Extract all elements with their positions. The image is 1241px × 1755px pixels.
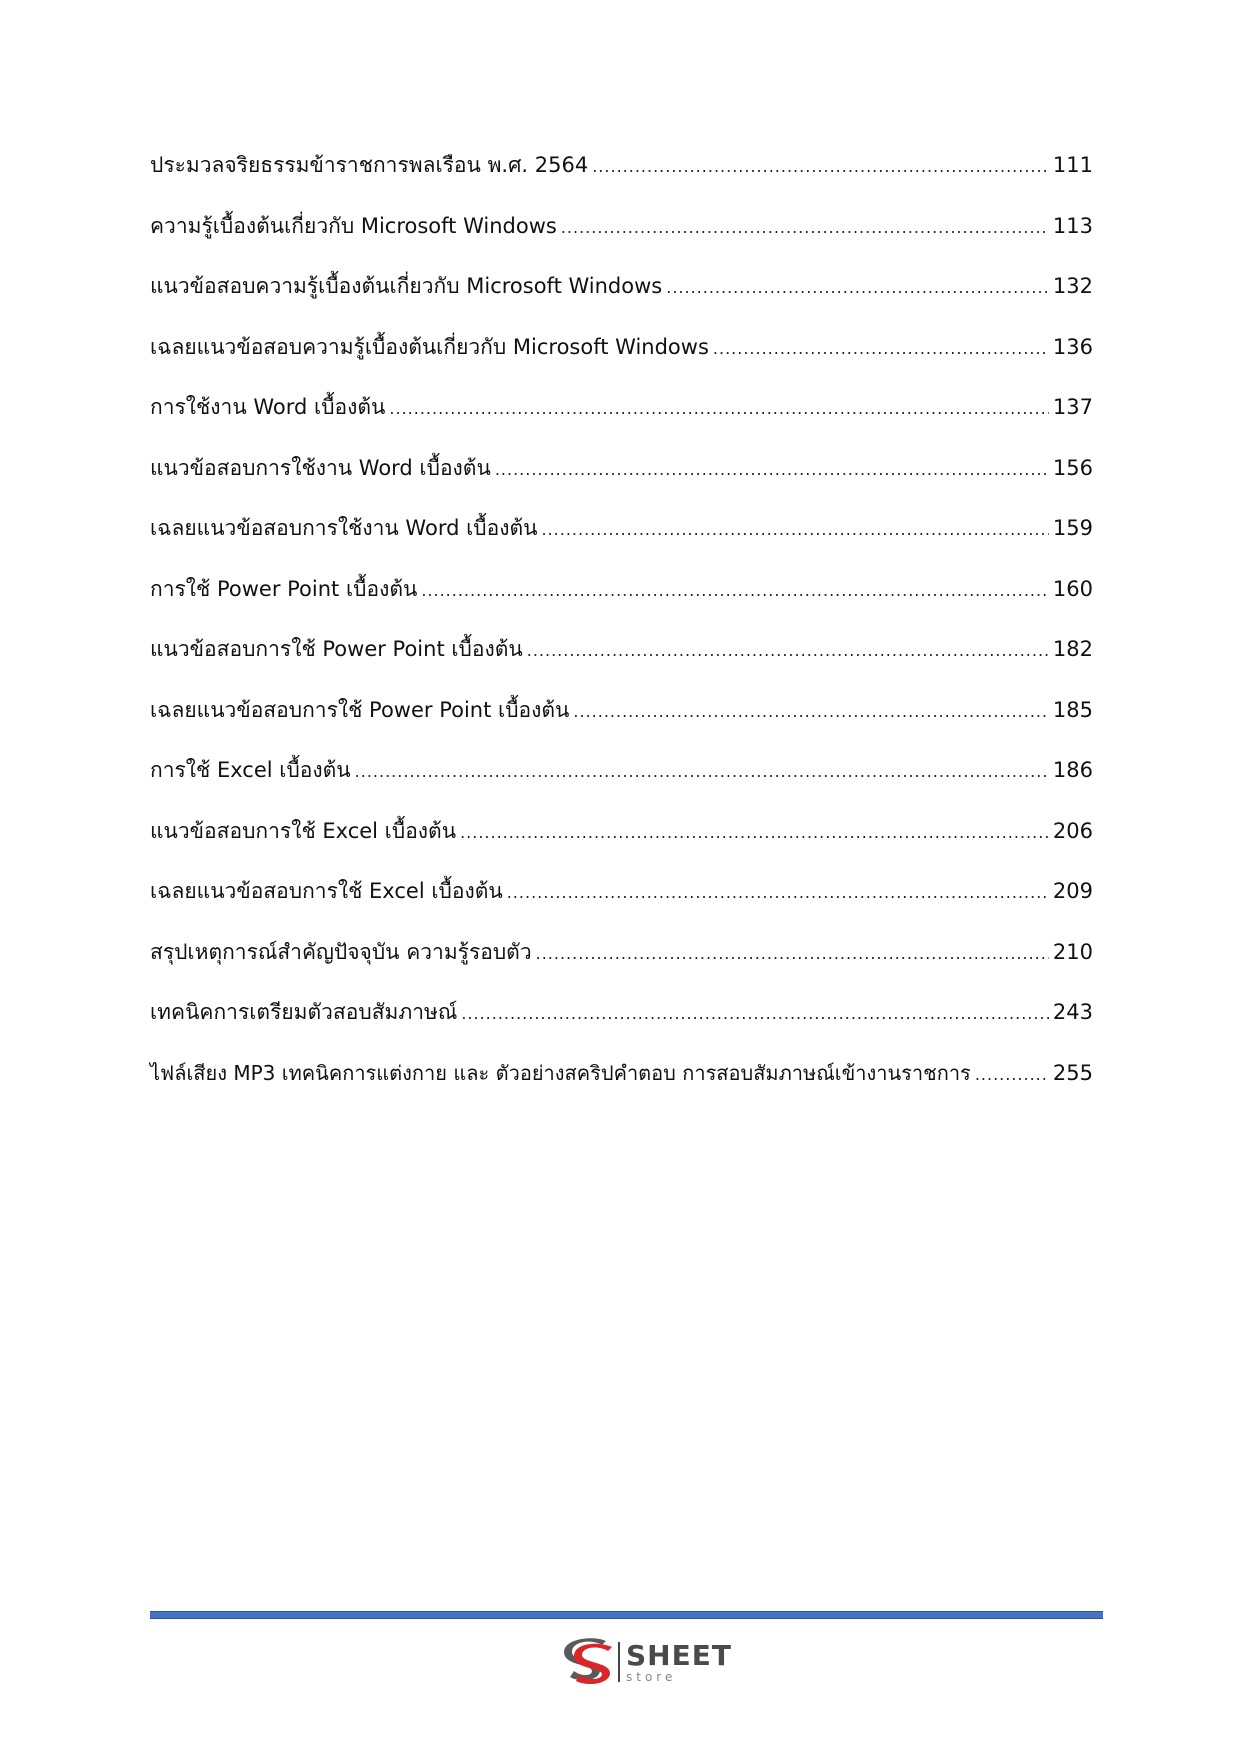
toc-entry-page: 182	[1052, 637, 1093, 661]
toc-leader-dots	[536, 939, 1049, 969]
toc-entry-title: ไฟล์เสียง MP3 เทคนิคการแต่งกาย และ ตัวอย่างสคริปคำตอบ การสอบสัมภาษณ์เข้างานราชการ	[150, 1060, 971, 1085]
toc-entry-page: 185	[1052, 697, 1093, 722]
toc-entry-title: การใช้ Power Point เบื้องต้น	[150, 576, 418, 601]
footer-rule	[150, 1611, 1103, 1619]
toc-leader-dots	[527, 636, 1049, 666]
toc-leader-dots	[495, 455, 1049, 485]
toc-leader-dots	[541, 515, 1048, 545]
toc-leader-dots	[561, 213, 1049, 243]
toc-entry[interactable]	[150, 997, 1093, 1058]
toc-entry[interactable]	[150, 453, 1093, 514]
toc-entry-page: 137	[1052, 395, 1093, 419]
sheet-store-logo	[562, 1637, 732, 1687]
toc-entry-title: เฉลยแนวข้อสอบการใช้งาน Word เบื้องต้น	[150, 516, 538, 540]
logo-subword: store	[626, 1669, 677, 1684]
toc-entry[interactable]	[150, 695, 1093, 756]
toc-entry-title: การใช้ Excel เบื้องต้น	[150, 758, 351, 782]
logo-word: SHEET	[626, 1638, 732, 1672]
toc-entry-title: เฉลยแนวข้อสอบการใช้ Power Point เบื้องต้น	[150, 697, 570, 722]
toc-entry[interactable]	[150, 513, 1093, 574]
toc-leader-dots	[461, 999, 1049, 1029]
toc-leader-dots	[389, 394, 1049, 424]
toc-entry-title: การใช้งาน Word เบื้องต้น	[150, 395, 386, 419]
toc-entry-title: สรุปเหตุการณ์สำคัญปัจจุบัน ความรู้รอบตัว	[150, 939, 532, 964]
toc-leader-dots	[975, 1060, 1049, 1090]
toc-entry-page: 206	[1052, 818, 1093, 843]
toc-entry[interactable]	[150, 937, 1093, 998]
toc-entry[interactable]	[150, 150, 1093, 211]
table-of-contents	[150, 150, 1093, 1118]
toc-entry-page: 209	[1052, 879, 1093, 903]
logo-divider	[618, 1642, 620, 1682]
toc-entry[interactable]	[150, 755, 1093, 816]
toc-entry-title: เฉลยแนวข้อสอบการใช้ Excel เบื้องต้น	[150, 879, 503, 903]
toc-entry-page: 156	[1052, 455, 1093, 480]
toc-entry[interactable]	[150, 271, 1093, 332]
toc-leader-dots	[421, 576, 1049, 606]
toc-entry[interactable]	[150, 392, 1093, 453]
toc-entry-title: เฉลยแนวข้อสอบความรู้เบื้องต้นเกี่ยวกับ Microsoft Windows	[150, 334, 709, 359]
toc-entry[interactable]	[150, 1058, 1093, 1119]
toc-entry-title: แนวข้อสอบการใช้งาน Word เบื้องต้น	[150, 455, 491, 480]
toc-entry[interactable]	[150, 634, 1093, 695]
toc-entry-page: 186	[1052, 758, 1093, 782]
toc-entry[interactable]	[150, 332, 1093, 393]
toc-entry-page: 113	[1052, 213, 1093, 238]
toc-entry[interactable]	[150, 211, 1093, 272]
toc-entry-title: ประมวลจริยธรรมข้าราชการพลเรือน พ.ศ. 2564	[150, 153, 589, 177]
toc-leader-dots	[573, 697, 1049, 727]
toc-entry-page: 255	[1052, 1060, 1093, 1085]
toc-entry-title: แนวข้อสอบการใช้ Power Point เบื้องต้น	[150, 637, 523, 661]
toc-entry[interactable]	[150, 816, 1093, 877]
toc-entry[interactable]	[150, 574, 1093, 635]
toc-entry-page: 210	[1052, 939, 1093, 964]
toc-entry-page: 160	[1052, 576, 1093, 601]
toc-entry-title: แนวข้อสอบความรู้เบื้องต้นเกี่ยวกับ Microsoft Windows	[150, 274, 663, 298]
toc-entry-title: แนวข้อสอบการใช้ Excel เบื้องต้น	[150, 818, 457, 843]
toc-entry-title: เทคนิคการเตรียมตัวสอบสัมภาษณ์	[150, 1000, 458, 1024]
toc-leader-dots	[460, 818, 1049, 848]
toc-leader-dots	[666, 273, 1049, 303]
toc-entry-page: 136	[1052, 334, 1093, 359]
logo-text	[626, 1638, 732, 1684]
toc-entry-title: ความรู้เบื้องต้นเกี่ยวกับ Microsoft Windows	[150, 213, 557, 238]
toc-leader-dots	[355, 757, 1049, 787]
toc-entry-page: 159	[1052, 516, 1093, 540]
sheet-store-s-icon	[562, 1637, 614, 1687]
toc-entry-page: 111	[1052, 153, 1093, 177]
toc-entry-page: 132	[1052, 274, 1093, 298]
toc-entry-page: 243	[1052, 1000, 1093, 1024]
toc-leader-dots	[713, 334, 1049, 364]
toc-leader-dots	[507, 878, 1049, 908]
toc-entry[interactable]	[150, 876, 1093, 937]
toc-leader-dots	[592, 152, 1049, 182]
